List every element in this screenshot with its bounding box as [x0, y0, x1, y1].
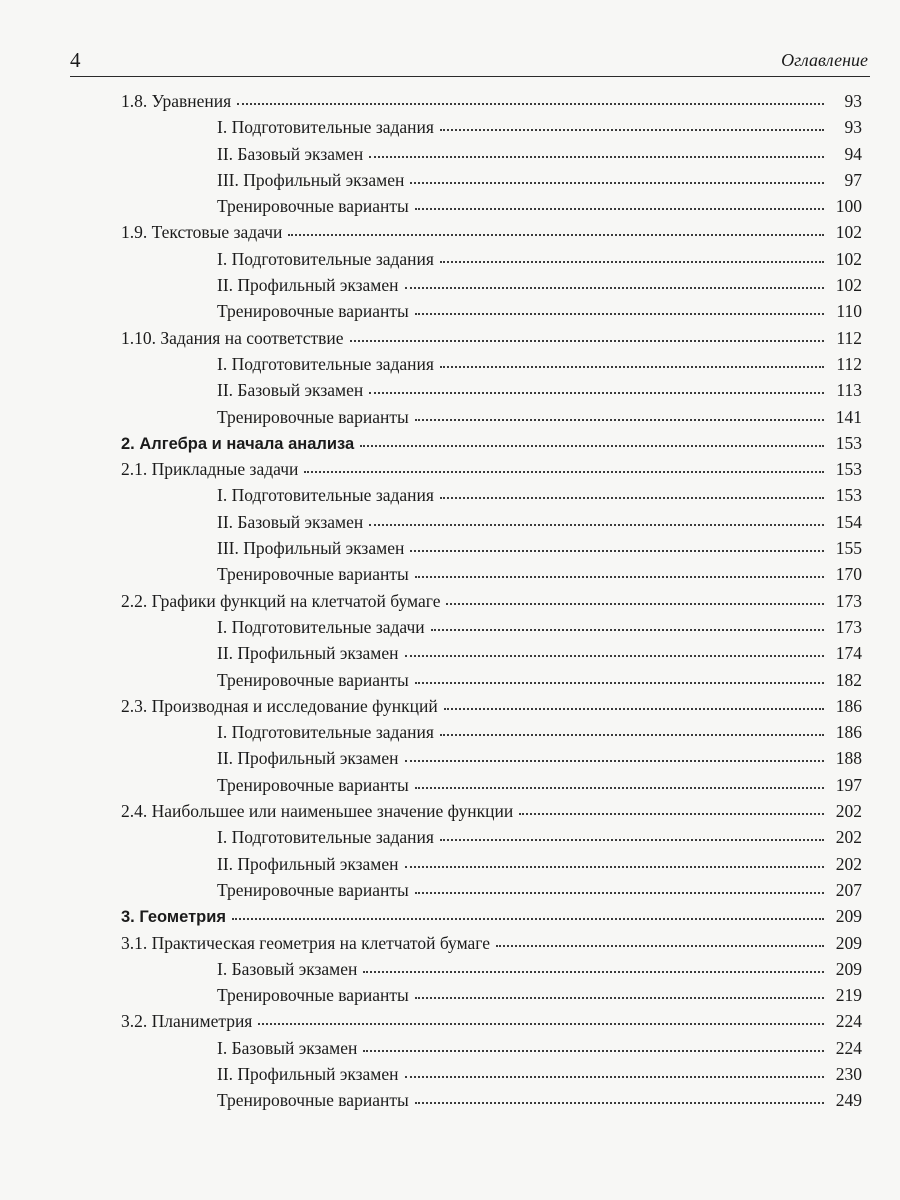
- toc-entry-title: 2.1. Прикладные задачи: [121, 459, 299, 480]
- toc-entry-page-number: 173: [835, 616, 862, 637]
- toc-section-entry: [0, 693, 900, 719]
- dot-leader: [405, 1070, 825, 1078]
- toc-subsection-entry: [0, 298, 900, 324]
- toc-subsection-entry: [0, 719, 900, 745]
- toc-subsection-entry: [0, 193, 900, 219]
- dot-leader: [440, 833, 824, 841]
- toc-entry-title: 2.3. Производная и исследование функций: [121, 695, 438, 716]
- toc-entry-page-number: 202: [835, 801, 862, 822]
- toc-entry-page-number: 153: [835, 459, 862, 480]
- dot-leader: [431, 623, 824, 631]
- dot-leader: [405, 649, 825, 657]
- toc-entry-page-number: 110: [836, 301, 862, 322]
- toc-entry-title: III. Профильный экзамен: [217, 538, 405, 559]
- toc-subsection-entry: [0, 377, 900, 403]
- toc-entry-page-number: 186: [835, 722, 862, 743]
- toc-entry-title: II. Профильный экзамен: [217, 853, 399, 874]
- toc-section-entry: [0, 325, 900, 351]
- toc-entry-title: Тренировочные варианты: [217, 879, 409, 900]
- toc-subsection-entry: [0, 404, 900, 430]
- toc-entry-title: Тренировочные варианты: [217, 406, 409, 427]
- toc-subsection-entry: [0, 877, 900, 903]
- toc-entry-title: 1.10. Задания на соответствие: [121, 327, 344, 348]
- toc-section-entry: [0, 219, 900, 245]
- toc-entry-title: 3.1. Практическая геометрия на клетчатой бумаге: [121, 932, 491, 953]
- dot-leader: [369, 518, 824, 526]
- toc-entry-title: 1.9. Текстовые задачи: [121, 222, 283, 243]
- toc-subsection-entry: [0, 1035, 900, 1061]
- toc-entry-page-number: 202: [835, 827, 862, 848]
- toc-entry-title: I. Базовый экзамен: [217, 1037, 358, 1058]
- toc-entry-page-number: 202: [835, 853, 862, 874]
- toc-entry-page-number: 197: [835, 774, 862, 795]
- toc-entry-page-number: 209: [835, 906, 862, 927]
- dot-leader: [446, 597, 824, 605]
- toc-entry-title: 3. Геометрия: [121, 908, 226, 927]
- toc-entry-title: II. Профильный экзамен: [217, 643, 399, 664]
- toc-subsection-entry: [0, 482, 900, 508]
- toc-entry-title: I. Подготовительные задания: [217, 722, 434, 743]
- dot-leader: [415, 676, 824, 684]
- dot-leader: [237, 97, 824, 105]
- toc-chapter-entry: [0, 903, 900, 929]
- dot-leader: [369, 386, 824, 394]
- dot-leader: [410, 544, 824, 552]
- toc-entry-title: Тренировочные варианты: [217, 1090, 409, 1111]
- toc-entry-page-number: 93: [844, 117, 862, 138]
- dot-leader: [410, 176, 824, 184]
- toc-entry-page-number: 186: [835, 695, 862, 716]
- toc-subsection-entry: [0, 824, 900, 850]
- toc-entry-page-number: 207: [835, 879, 862, 900]
- dot-leader: [363, 965, 824, 973]
- table-of-contents: [0, 88, 900, 1114]
- toc-entry-page-number: 174: [835, 643, 862, 664]
- toc-entry-title: I. Базовый экзамен: [217, 958, 358, 979]
- dot-leader: [415, 991, 824, 999]
- toc-subsection-entry: [0, 535, 900, 561]
- toc-subsection-entry: [0, 167, 900, 193]
- toc-entry-page-number: 173: [835, 590, 862, 611]
- toc-entry-page-number: 219: [835, 985, 862, 1006]
- toc-entry-page-number: 93: [844, 91, 862, 111]
- toc-entry-page-number: 224: [835, 1037, 862, 1058]
- toc-entry-page-number: 170: [835, 564, 862, 585]
- toc-subsection-entry: [0, 1061, 900, 1087]
- toc-entry-title: II. Базовый экзамен: [217, 143, 364, 164]
- toc-entry-title: I. Подготовительные задания: [217, 117, 434, 138]
- toc-subsection-entry: [0, 667, 900, 693]
- dot-leader: [415, 202, 824, 210]
- dot-leader: [519, 807, 824, 815]
- dot-leader: [415, 1096, 824, 1104]
- toc-entry-page-number: 102: [835, 275, 862, 296]
- dot-leader: [232, 912, 824, 920]
- toc-subsection-entry: [0, 640, 900, 666]
- dot-leader: [258, 1017, 824, 1025]
- toc-subsection-entry: [0, 614, 900, 640]
- toc-entry-page-number: 112: [836, 353, 862, 374]
- toc-entry-page-number: 112: [836, 327, 862, 348]
- toc-subsection-entry: [0, 1087, 900, 1113]
- toc-entry-title: I. Подготовительные задания: [217, 248, 434, 269]
- toc-subsection-entry: [0, 351, 900, 377]
- toc-entry-title: 2.2. Графики функций на клетчатой бумаге: [121, 590, 441, 611]
- toc-entry-page-number: 209: [835, 932, 862, 953]
- toc-subsection-entry: [0, 509, 900, 535]
- toc-entry-title: Тренировочные варианты: [217, 669, 409, 690]
- dot-leader: [440, 123, 824, 131]
- toc-section-entry: [0, 930, 900, 956]
- toc-entry-title: III. Профильный экзамен: [217, 169, 405, 190]
- toc-subsection-entry: [0, 561, 900, 587]
- toc-subsection-entry: [0, 851, 900, 877]
- toc-entry-title: Тренировочные варианты: [217, 196, 409, 217]
- dot-leader: [415, 886, 824, 894]
- toc-entry-page-number: 230: [835, 1063, 862, 1084]
- dot-leader: [405, 860, 825, 868]
- toc-entry-page-number: 102: [835, 222, 862, 243]
- toc-entry-page-number: 155: [835, 538, 862, 559]
- toc-entry-page-number: 102: [835, 248, 862, 269]
- running-title: Оглавление: [781, 50, 868, 70]
- toc-entry-title: 3.2. Планиметрия: [121, 1011, 253, 1032]
- toc-entry-title: II. Базовый экзамен: [217, 380, 364, 401]
- dot-leader: [440, 360, 824, 368]
- dot-leader: [440, 255, 824, 263]
- toc-chapter-entry: [0, 430, 900, 456]
- toc-section-entry: [0, 456, 900, 482]
- toc-entry-title: II. Профильный экзамен: [217, 1063, 399, 1084]
- toc-subsection-entry: [0, 772, 900, 798]
- page-header: [70, 48, 868, 76]
- dot-leader: [405, 281, 825, 289]
- toc-entry-page-number: 97: [844, 169, 862, 190]
- dot-leader: [496, 939, 824, 947]
- toc-entry-page-number: 224: [835, 1011, 862, 1032]
- toc-subsection-entry: [0, 246, 900, 272]
- dot-leader: [369, 150, 824, 158]
- toc-entry-page-number: 249: [835, 1090, 862, 1111]
- toc-entry-title: I. Подготовительные задания: [217, 827, 434, 848]
- toc-entry-title: 1.8. Уравнения: [121, 91, 232, 111]
- dot-leader: [288, 228, 824, 236]
- toc-entry-title: I. Подготовительные задачи: [217, 616, 425, 637]
- dot-leader: [363, 1044, 824, 1052]
- toc-entry-title: I. Подготовительные задания: [217, 353, 434, 374]
- toc-section-entry: [0, 1008, 900, 1034]
- dot-leader: [415, 413, 824, 421]
- toc-entry-page-number: 141: [835, 406, 862, 427]
- dot-leader: [415, 781, 824, 789]
- toc-entry-title: Тренировочные варианты: [217, 774, 409, 795]
- dot-leader: [350, 334, 824, 342]
- dot-leader: [415, 570, 824, 578]
- toc-subsection-entry: [0, 956, 900, 982]
- toc-entry-page-number: 209: [835, 958, 862, 979]
- toc-section-entry: [0, 588, 900, 614]
- toc-entry-title: II. Профильный экзамен: [217, 748, 399, 769]
- toc-entry-page-number: 113: [836, 380, 862, 401]
- dot-leader: [304, 465, 824, 473]
- toc-subsection-entry: [0, 745, 900, 771]
- toc-entry-page-number: 100: [835, 196, 862, 217]
- toc-entry-title: 2.4. Наибольшее или наименьшее значение функции: [121, 801, 514, 822]
- toc-entry-page-number: 153: [835, 485, 862, 506]
- toc-subsection-entry: [0, 141, 900, 167]
- page-number: 4: [70, 48, 81, 72]
- toc-entry-title: Тренировочные варианты: [217, 985, 409, 1006]
- dot-leader: [440, 491, 824, 499]
- toc-entry-page-number: 153: [835, 432, 862, 453]
- toc-subsection-entry: [0, 982, 900, 1008]
- toc-subsection-entry: [0, 114, 900, 140]
- toc-entry-page-number: 182: [835, 669, 862, 690]
- dot-leader: [444, 702, 824, 710]
- toc-entry-title: II. Базовый экзамен: [217, 511, 364, 532]
- toc-entry-title: I. Подготовительные задания: [217, 485, 434, 506]
- toc-section-entry: [0, 798, 900, 824]
- dot-leader: [440, 728, 824, 736]
- toc-entry-page-number: 94: [844, 143, 862, 164]
- toc-entry-page-number: 188: [835, 748, 862, 769]
- dot-leader: [405, 754, 825, 762]
- dot-leader: [360, 439, 824, 447]
- header-divider: [70, 76, 870, 77]
- toc-entry-title: II. Профильный экзамен: [217, 275, 399, 296]
- dot-leader: [415, 307, 824, 315]
- toc-entry-title: Тренировочные варианты: [217, 564, 409, 585]
- toc-section-entry: [0, 88, 900, 114]
- toc-subsection-entry: [0, 272, 900, 298]
- toc-entry-page-number: 154: [835, 511, 862, 532]
- toc-entry-title: 2. Алгебра и начала анализа: [121, 434, 355, 453]
- toc-entry-title: Тренировочные варианты: [217, 301, 409, 322]
